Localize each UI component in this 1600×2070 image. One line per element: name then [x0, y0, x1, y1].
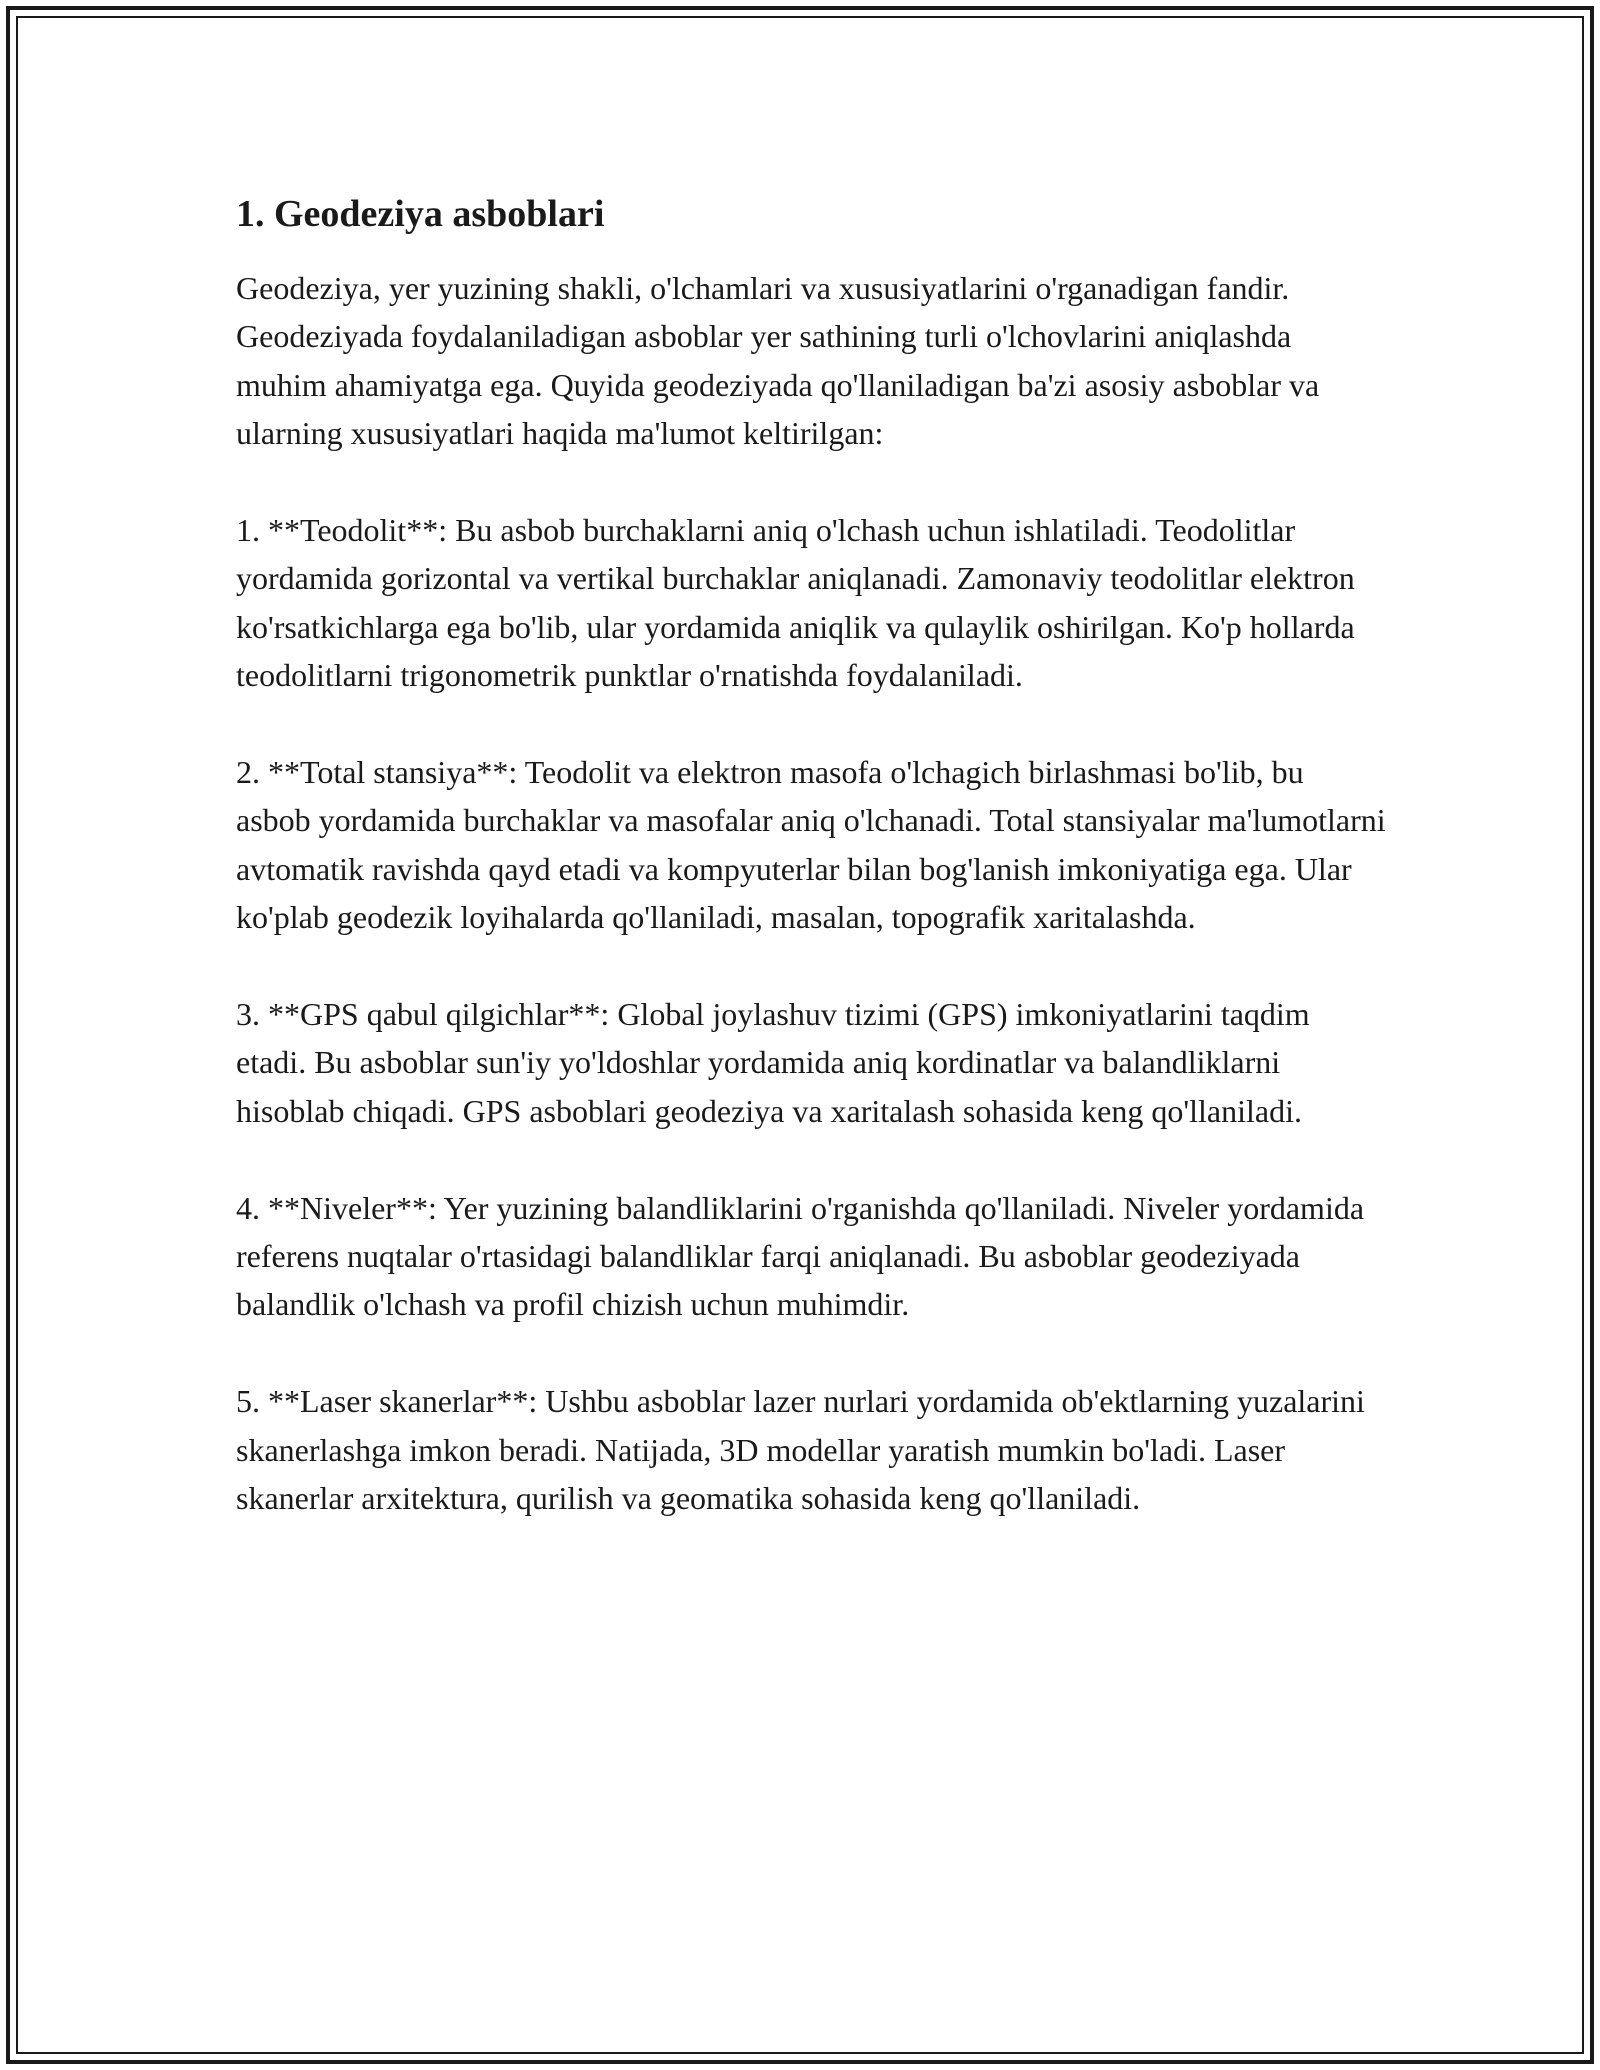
list-item-laser-skanerlar: 5. **Laser skanerlar**: Ushbu asboblar lazer nurlari yordamida ob'ektlarning yuzalarini skanerlashga imkon beradi. Natijada, 3D modellar yaratish mumkin bo'ladi. Laser skanerlar arxitektura, qurilish va geomatika sohasida keng qo'llaniladi.	[236, 1383, 1365, 1517]
list-item-gps: 3. **GPS qabul qilgichlar**: Global joylashuv tizimi (GPS) imkoniyatlarini taqdim etadi. Bu asboblar sun'iy yo'ldoshlar yordamida aniq kordinatlar va balandliklarni hisoblab chiqadi. GPS asboblari geodeziya va xaritalash sohasida keng qo'llaniladi.	[236, 996, 1310, 1129]
document-title: 1. Geodeziya asboblari	[236, 193, 605, 235]
document-body	[236, 186, 1386, 1522]
list-item-niveler: 4. **Niveler**: Yer yuzining balandliklarini o'rganishda qo'llaniladi. Niveler yordamida referens nuqtalar o'rtasidagi balandliklar farqi aniqlanadi. Bu asboblar geodeziyada balandlik o'lchash va profil chizish uchun muhimdir.	[236, 1189, 1365, 1323]
list-item-teodolit: 1. **Teodolit**: Bu asbob burchaklarni aniq o'lchash uchun ishlatiladi. Teodolitlar yordamida gorizontal va vertikal burchaklar aniqlanadi. Zamonaviy teodolitlar elektron ko'rsatkichlarga ega bo'lib, ular yordamida aniqlik va qulaylik oshirilgan. Ko'p hollarda teodolitlarni trigonometrik punktlar o'rnatishda foydalaniladi.	[236, 512, 1355, 694]
intro-paragraph: Geodeziya, yer yuzining shakli, o'lchamlari va xususiyatlarini o'rganadigan fandir. Geodeziyada foydalaniladigan asboblar yer sathining turli o'lchovlarini aniqlashda muhim ahamiyatga ega. Quyida geodeziyada qo'llaniladigan ba'zi asosiy asboblar va ularning xususiyatlari haqida ma'lumot keltirilgan:	[236, 270, 1320, 452]
list-item-total-stansiya: 2. **Total stansiya**: Teodolit va elektron masofa o'lchagich birlashmasi bo'lib, bu asbob yordamida burchaklar va masofalar aniq o'lchanadi. Total stansiyalar ma'lumotlarni avtomatik ravishda qayd etadi va kompyuterlar bilan bog'lanish imkoniyatiga ega. Ular ko'plab geodezik loyihalarda qo'llaniladi, masalan, topografik xaritalashda.	[236, 754, 1386, 936]
